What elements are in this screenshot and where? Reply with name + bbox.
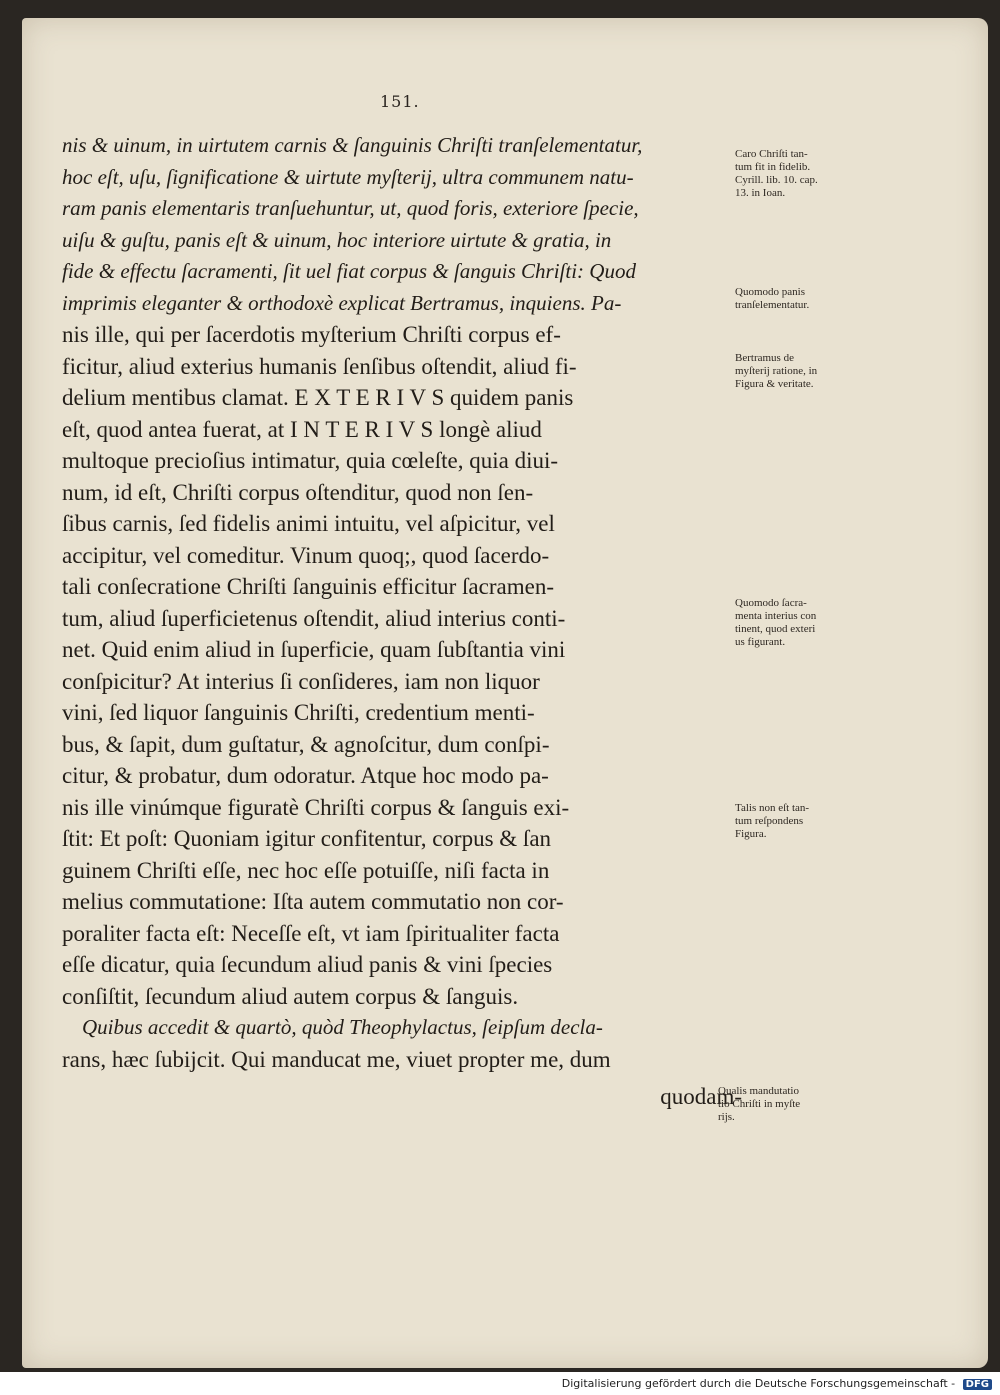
- text-line: ram panis elementaris tranſuehuntur, ut, quod foris, exteriore ſpecie,: [62, 196, 639, 220]
- marginal-note-6: [718, 1085, 868, 1124]
- marginal-note-line: tio Chriſti in myſte: [718, 1098, 801, 1110]
- text-line: guinem Chriſti eſſe, nec hoc eſſe potuiſſe, niſi facta in: [62, 857, 550, 883]
- marginal-note-line: tinent, quod exteri: [735, 623, 816, 635]
- marginal-note-line: Caro Chriſti tan-: [735, 148, 808, 160]
- marginal-note-2: [735, 286, 885, 312]
- marginal-note-line: rijs.: [718, 1111, 735, 1123]
- dfg-logo: DFG: [963, 1379, 992, 1390]
- catchword: quodam-: [660, 1084, 742, 1109]
- marginal-note-line: Quomodo ſacra-: [735, 597, 807, 609]
- main-text-block: [62, 130, 742, 1113]
- text-line: ſtit: Et poſt: Quoniam igitur confitentur, corpus & ſan: [62, 826, 552, 851]
- marginal-note-line: Bertramus de: [735, 352, 794, 364]
- text-line: eſt, quod antea fuerat, at I N T E R I V S longè aliud: [62, 416, 542, 442]
- text-line: net. Quid enim aliud in ſuperficie, quam ſubſtantia vini: [62, 637, 566, 662]
- footer-credit-text: Digitalisierung gefördert durch die Deutsche Forschungsgemeinschaft -: [561, 1377, 956, 1390]
- text-line: imprimis eleganter & orthodoxè explicat Bertramus, inquiens. Pa-: [62, 290, 622, 315]
- marginal-note-3: [735, 352, 885, 391]
- text-line: rans, hæc ſubijcit. Qui manducat me, viuet propter me, dum: [62, 1046, 611, 1072]
- text-line: bus, & ſapit, dum guſtatur, & agnoſcitur, dum conſpi-: [62, 731, 550, 757]
- marginal-note-line: tranſelementatur.: [735, 299, 810, 311]
- text-line: multoque precioſius intimatur, quia cœleſte, quia diui-: [62, 448, 559, 473]
- text-line: vini, ſed liquor ſanguinis Chriſti, credentium menti-: [62, 700, 535, 725]
- marginal-note-line: Cyrill. lib. 10. cap.: [735, 174, 818, 186]
- text-line: ſibus carnis, ſed fidelis animi intuitu, vel aſpicitur, vel: [62, 511, 555, 536]
- text-line: num, id eſt, Chriſti corpus oſtenditur, quod non ſen-: [62, 479, 534, 505]
- text-line: nis & uinum, in uirtutem carnis & ſanguinis Chriſti tranſelementatur,: [62, 133, 643, 157]
- text-line: eſſe dicatur, quia ſecundum aliud panis & vini ſpecies: [62, 952, 553, 977]
- text-line: ficitur, aliud exterius humanis ſenſibus oſtendit, aliud fi-: [62, 353, 577, 379]
- text-line: Quibus accedit & quartò, quòd Theophylactus, ſeipſum decla-: [82, 1015, 603, 1039]
- text-line: tali conſecratione Chriſti ſanguinis efficitur ſacramen-: [62, 574, 554, 599]
- marginal-note-line: Quomodo panis: [735, 286, 805, 298]
- marginal-note-line: menta interius con: [735, 610, 817, 622]
- marginal-note-4: [735, 597, 885, 649]
- marginal-note-5: [735, 802, 885, 841]
- footer-bar: [0, 1372, 1000, 1395]
- text-line: conſiſtit, ſecundum aliud autem corpus & ſanguis.: [62, 983, 519, 1009]
- marginal-note-line: tum reſpondens: [735, 815, 804, 827]
- text-line: conſpicitur? At interius ſi conſideres, iam non liquor: [62, 668, 540, 694]
- text-line: delium mentibus clamat. E X T E R I V S quidem panis: [62, 385, 574, 410]
- marginal-note-line: myſterij ratione, in: [735, 365, 818, 377]
- text-line: melius commutatione: Iſta autem commutatio non cor-: [62, 889, 564, 914]
- marginal-note-1: [735, 148, 885, 200]
- text-line: accipitur, vel comeditur. Vinum quoq;, quod ſacerdo-: [62, 542, 550, 568]
- marginal-note-line: 13. in Ioan.: [735, 187, 786, 199]
- text-line: hoc eſt, uſu, ſignificatione & uirtute myſterij, ultra communem natu-: [62, 164, 634, 189]
- marginal-note-line: Figura.: [735, 828, 767, 840]
- marginal-note-line: Talis non eſt tan-: [735, 802, 810, 814]
- footer-credit: [562, 1377, 992, 1390]
- text-line: uiſu & guſtu, panis eſt & uinum, hoc interiore uirtute & gratia, in: [62, 227, 612, 252]
- marginal-note-line: us figurant.: [735, 636, 786, 648]
- text-line: poraliter facta eſt: Neceſſe eſt, vt iam ſpiritualiter facta: [62, 920, 560, 946]
- marginal-note-line: tum fit in fidelib.: [735, 161, 811, 173]
- page-number: 151.: [380, 92, 420, 111]
- marginal-note-line: Qualis mandutatio: [718, 1085, 799, 1097]
- marginal-note-line: Figura & veritate.: [735, 378, 814, 390]
- text-line: fide & effectu ſacramenti, ſit uel fiat corpus & ſanguis Chriſti: Quod: [62, 259, 636, 283]
- text-line: tum, aliud ſuperficietenus oſtendit, aliud interius conti-: [62, 605, 566, 631]
- text-line: nis ille vinúmque figuratè Chriſti corpus & ſanguis exi-: [62, 794, 570, 820]
- text-line: nis ille, qui per ſacerdotis myſterium Chriſti corpus ef-: [62, 322, 561, 347]
- text-line: citur, & probatur, dum odoratur. Atque hoc modo pa-: [62, 763, 549, 788]
